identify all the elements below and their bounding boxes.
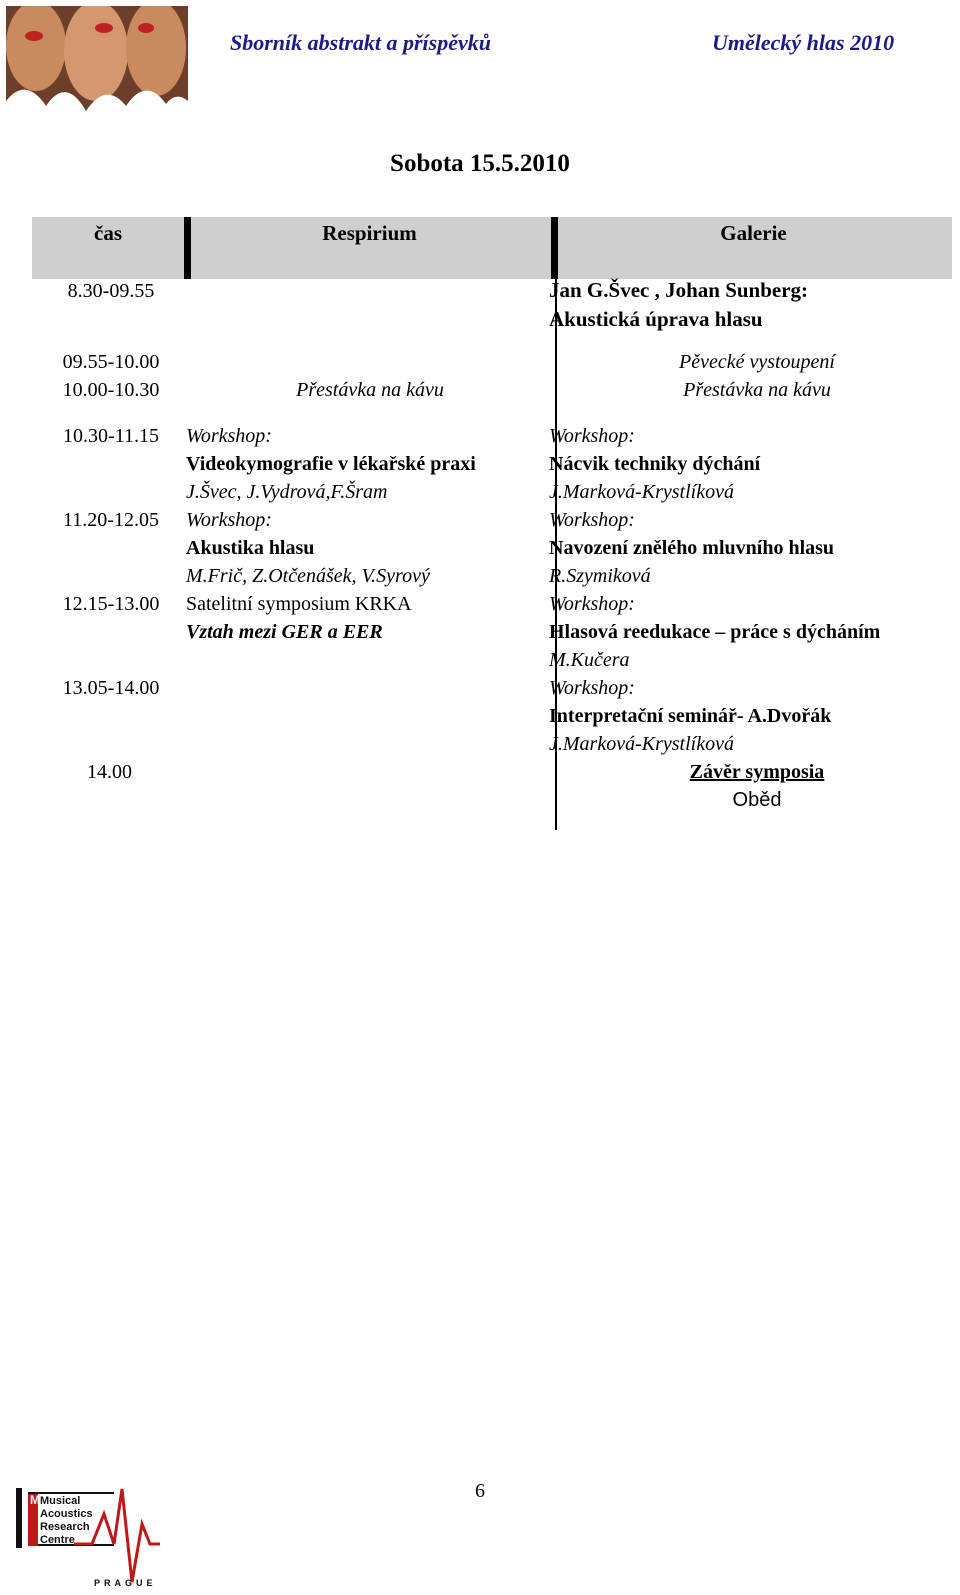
svg-text:M: M [30,1493,40,1507]
respirium-event: Přestávka na kávu [296,379,444,401]
galerie-speakers: Jan G.Švec , Johan Sunberg: [549,278,809,302]
logo-word: Musical [40,1495,81,1507]
column-header-time: čas [94,221,122,245]
event-title: Umělecký hlas 2010 [712,30,895,55]
column-divider [184,217,191,279]
logo-city: PRAGUE [94,1578,157,1588]
galerie-type: Workshop: [549,677,635,699]
document-title: Sborník abstrakt a příspěvků [230,30,491,55]
galerie-speakers: J.Marková-Krystlíková [549,481,734,503]
galerie-type: Workshop: [549,509,635,531]
respirium-topic: Vztah mezi GER a EER [186,621,383,643]
time-slot: 8.30-09.55 [67,280,155,302]
respirium-topic: Videokymografie v lékařské praxi [186,453,476,475]
galerie-topic: Nácvik techniky dýchání [549,453,761,475]
lunch-event: Oběd [732,789,782,811]
schedule-table-header [32,217,952,279]
galerie-topic: Interpretační seminář- A.Dvořák [549,705,832,727]
galerie-event: Přestávka na kávu [683,379,831,401]
respirium-topic: Akustika hlasu [186,537,315,559]
time-slot: 11.20-12.05 [63,509,159,531]
closing-event: Závěr symposia [689,761,825,783]
time-slot: 14.00 [87,761,132,783]
respirium-event: Satelitní symposium KRKA [186,593,412,615]
day-title: Sobota 15.5.2010 [390,150,570,177]
respirium-type: Workshop: [186,509,272,531]
header-artwork [6,6,188,116]
time-slot: 10.30-11.15 [63,425,159,447]
time-slot: 13.05-14.00 [62,677,160,699]
respirium-speakers: J.Švec, J.Vydrová,F.Šram [186,481,388,503]
logo-word: Centre [40,1534,75,1546]
galerie-type: Workshop: [549,593,635,615]
galerie-speakers: R.Szymiková [549,565,651,587]
respirium-type: Workshop: [186,425,272,447]
galerie-speakers: M.Kučera [549,649,630,671]
time-slot: 12.15-13.00 [62,593,160,615]
time-slot: 10.00-10.30 [62,379,160,401]
logo-word: Acoustics [40,1508,93,1520]
logo-word: Research [40,1521,90,1533]
column-header-galerie: Galerie [720,221,787,245]
column-divider [551,217,558,279]
galerie-event: Pěvecké vystoupení [678,351,835,373]
column-header-respirium: Respirium [322,221,417,245]
galerie-topic: Akustická úprava hlasu [549,307,763,331]
page-number: 6 [475,1480,485,1502]
marc-logo [14,1484,174,1589]
galerie-type: Workshop: [549,425,635,447]
respirium-speakers: M.Frič, Z.Otčenášek, V.Syrový [186,565,430,587]
galerie-topic: Navození znělého mluvního hlasu [549,537,835,559]
time-slot: 09.55-10.00 [62,351,160,373]
galerie-speakers: J.Marková-Krystlíková [549,733,734,755]
galerie-topic: Hlasová reedukace – práce s dýcháním [549,621,881,643]
